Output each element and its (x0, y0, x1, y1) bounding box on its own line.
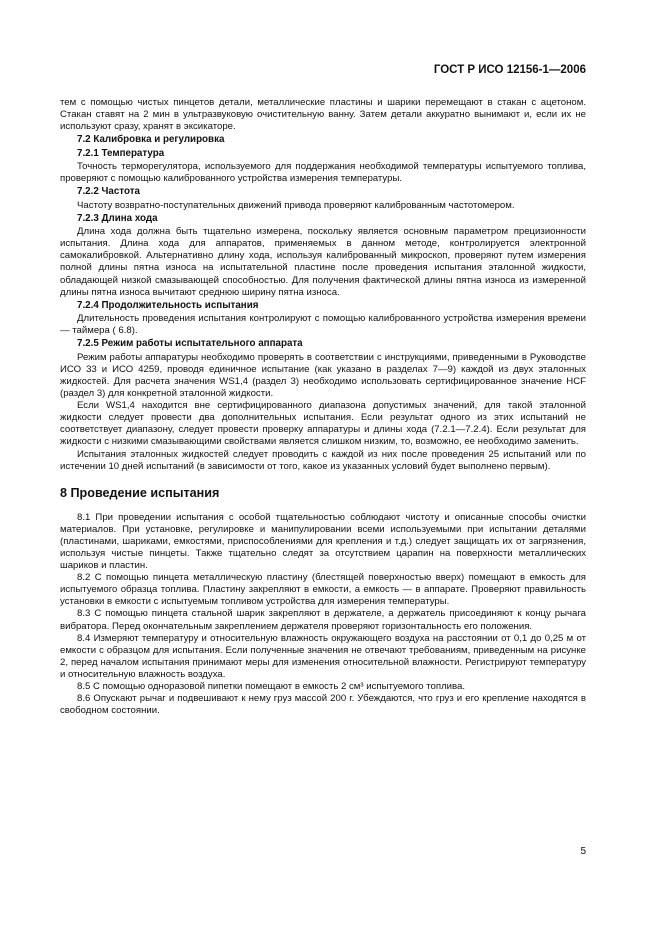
paragraph-7-2-3: Длина хода должна быть тщательно измерена, поскольку является основным параметром прецизионности испытания. Длина хода для аппаратов, применяемых в данном методе, контролируется электронной самокалибровкой. Альтернативно длину хода, используя калиброванный микроскоп, проверяют путем измерения полной длины пятна износа на испытательной пластине после проведения испытания эталонной жидкости, обладающей низкой смазывающей способностью. Для получения фактической длины пятна износа из измеренной длины пятна износа вычитают среднюю ширину пятна износа. (60, 226, 586, 298)
section-heading-7-2: 7.2 Калибровка и регулировка (77, 134, 225, 146)
paragraph-7-2-2: Частоту возвратно-поступательных движений привода проверяют калиброванным частотомером. (77, 199, 515, 211)
subsection-heading-7-2-4: 7.2.4 Продолжительность испытания (77, 299, 259, 311)
paragraph-7-2-5-c: Испытания эталонных жидкостей следует проводить с каждой из них после проведения 25 испытаний или по истечении 10 дней испытаний (в зависимости от того, какое из указанных условий будет выполнено первым). (60, 448, 586, 472)
subsection-heading-7-2-5: 7.2.5 Режим работы испытательного аппарата (77, 338, 303, 350)
paragraph-7-2-5-b: Если WS1,4 находится вне сертифицированного диапазона допустимых значений, для такой эталонной жидкости следует провести два дополнительных испытания. Если результат одного из этих испытаний не соответствует диапазону, следует провести проверку аппаратуры и длины хода (7.2.1—7.2.4). Если результат для жидкости с низкими смазывающими свойствами является слишком низким, то, возможно, ее необходимо заменить. (60, 400, 586, 448)
page-content (60, 97, 586, 717)
subsection-heading-7-2-2: 7.2.2 Частота (77, 186, 140, 198)
paragraph-8-4: 8.4 Измеряют температуру и относительную влажность окружающего воздуха на расстоянии от 0,1 до 0,25 м от емкости с образцом для испытания. Если полученные значения не отвечают требованиям, приведенным на рисунке 2, перед началом испытания принимают меры для изменения относительной влажности. Регистрируют температуру и относительную влажность воздуха. (60, 632, 586, 680)
paragraph-7-2-5-a: Режим работы аппаратуры необходимо проверять в соответствии с инструкциями, приведенными в Руководстве ИСО 33 и ИСО 4259, проводя единичное испытание (как указано в разделах 7—9) каждой из двух эталонных жидкостей. Для расчета значения WS1,4 (раздел 3) необходимо использовать сертифицированное значение HCF (раздел 3) для конкретной эталонной жидкости. (60, 351, 586, 400)
subsection-heading-7-2-3: 7.2.3 Длина хода (77, 212, 158, 224)
paragraph-8-3: 8.3 С помощью пинцета стальной шарик закрепляют в держателе, а держатель присоединяют к концу рычага вибратора. Перед окончательным закреплением держателя проверяют горизонтальность его положения. (60, 608, 586, 632)
subsection-heading-7-2-1: 7.2.1 Температура (77, 147, 165, 159)
paragraph-8-2: 8.2 С помощью пинцета металлическую пластину (блестящей поверхностью вверх) помещают в емкость для испытуемого образца топлива. Пластину закрепляют в емкости, а емкость — в аппарате. Проверяют правильность установки в емкости с испытуемым топливом устройства для измерения температуры. (60, 572, 586, 608)
section-heading-8: 8 Проведение испытания (60, 485, 220, 500)
paragraph-8-6: 8.6 Опускают рычаг и подвешивают к нему груз массой 200 г. Убеждаются, что груз и его крепление находятся в свободном состоянии. (60, 693, 586, 717)
paragraph-7-2-1: Точность терморегулятора, используемого для поддержания необходимой температуры испытуемого топлива, проверяют с помощью калиброванного устройства измерения температуры. (60, 161, 586, 185)
paragraph-intro: тем с помощью чистых пинцетов детали, металлические пластины и шарики перемещают в стакан с ацетоном. Стакан ставят на 2 мин в ультразвуковую очистительную ванну. Затем детали аккуратно вынимают и, если их не используют сразу, хранят в эксикаторе. (60, 97, 586, 133)
paragraph-8-5: 8.5 С помощью одноразовой пипетки помещают в емкость 2 см³ испытуемого топлива. (77, 681, 466, 692)
document-header: ГОСТ Р ИСО 12156-1—2006 (433, 64, 586, 76)
page-number: 5 (580, 846, 586, 857)
paragraph-8-1: 8.1 При проведении испытания с особой тщательностью соблюдают чистоту и описанные способы очистки материалов. При установке, регулировке и манипулировании всеми используемыми при испытании деталями (пластинами, шариками, емкостями, приспособлениями для крепления и т.д.) следует защищать их от загрязнения, используя чистые пинцеты. Также тщательно следят за отсутствием царапин на поверхности металлических шариков и пластин. (60, 511, 586, 572)
paragraph-7-2-4: Длительность проведения испытания контролируют с помощью калиброванного устройства измерения времени — таймера ( 6.8). (60, 313, 586, 337)
